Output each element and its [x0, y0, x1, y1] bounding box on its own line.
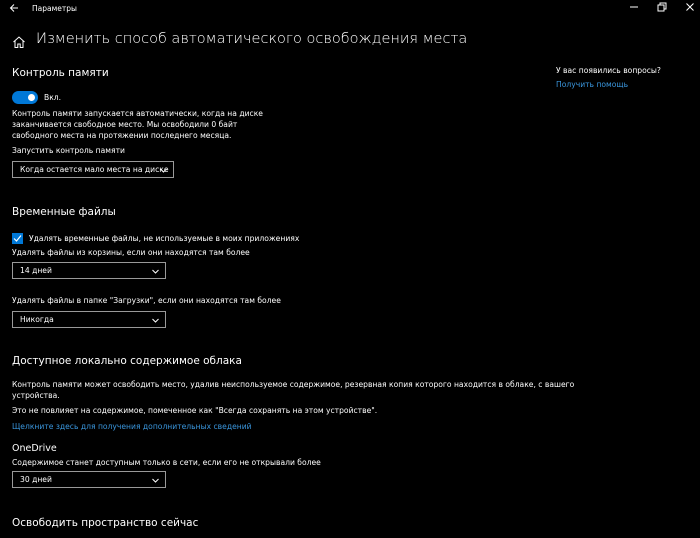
dropdown-value: Когда остается мало места на диске [20, 165, 169, 174]
window-title: Параметры [32, 4, 77, 13]
cloud-description-line: устройства. [12, 391, 60, 400]
onedrive-title: OneDrive [12, 443, 57, 454]
run-storage-sense-dropdown[interactable] [12, 161, 174, 178]
free-space-now-title: Освободить пространство сейчас [12, 517, 199, 529]
storage-sense-description-line: свободного места на протяжении последнего месяца. [12, 131, 232, 140]
downloads-label: Удалять файлы в папке "Загрузки", если они находятся там более [12, 296, 281, 305]
storage-sense-toggle[interactable] [12, 91, 38, 104]
home-icon[interactable] [12, 34, 26, 48]
get-help-link[interactable]: Получить помощь [556, 80, 629, 89]
delete-temp-files-checkbox[interactable] [12, 233, 23, 244]
dropdown-value: 14 дней [20, 266, 52, 275]
close-icon[interactable] [676, 0, 700, 20]
cloud-description-line: Контроль памяти может освободить место, удалив неиспользуемое содержимое, резервная копия которого находится в облаке, с вашего [12, 380, 575, 389]
toggle-label: Вкл. [44, 93, 62, 102]
title-bar [0, 0, 700, 20]
chevron-down-icon [152, 317, 159, 324]
recycle-bin-dropdown[interactable] [12, 262, 166, 279]
storage-sense-title: Контроль памяти [12, 67, 109, 79]
run-storage-sense-label: Запустить контроль памяти [12, 146, 125, 155]
onedrive-label: Содержимое станет доступным только в сети, если его не открывали более [12, 458, 321, 467]
chevron-down-icon [160, 167, 167, 174]
minimize-icon[interactable] [620, 0, 648, 20]
dropdown-value: 30 дней [20, 475, 52, 484]
page-title: Изменить способ автоматического освобождения места [36, 31, 468, 47]
back-arrow-icon[interactable] [6, 1, 22, 18]
temp-files-title: Временные файлы [12, 206, 116, 218]
delete-temp-files-label: Удалять временные файлы, не используемые в моих приложениях [29, 234, 300, 243]
toggle-knob [28, 94, 35, 101]
recycle-bin-label: Удалять файлы из корзины, если они находятся там более [12, 248, 250, 257]
dropdown-value: Никогда [20, 315, 54, 324]
help-question: У вас появились вопросы? [556, 66, 661, 75]
chevron-down-icon [152, 477, 159, 484]
onedrive-dropdown[interactable] [12, 471, 166, 488]
cloud-content-title: Доступное локально содержимое облака [12, 355, 242, 367]
storage-sense-description-line: заканчивается свободное место. Мы освободили 0 байт [12, 120, 238, 129]
cloud-note: Это не повлияет на содержимое, помеченное как "Всегда сохранять на этом устройстве". [12, 406, 378, 415]
storage-sense-description-line: Контроль памяти запускается автоматически, когда на диске [12, 109, 263, 118]
maximize-icon[interactable] [648, 0, 676, 20]
more-info-link[interactable]: Щелкните здесь для получения дополнительных сведений [12, 422, 252, 431]
checkmark-icon [13, 234, 22, 243]
chevron-down-icon [152, 268, 159, 275]
downloads-dropdown[interactable] [12, 311, 166, 328]
